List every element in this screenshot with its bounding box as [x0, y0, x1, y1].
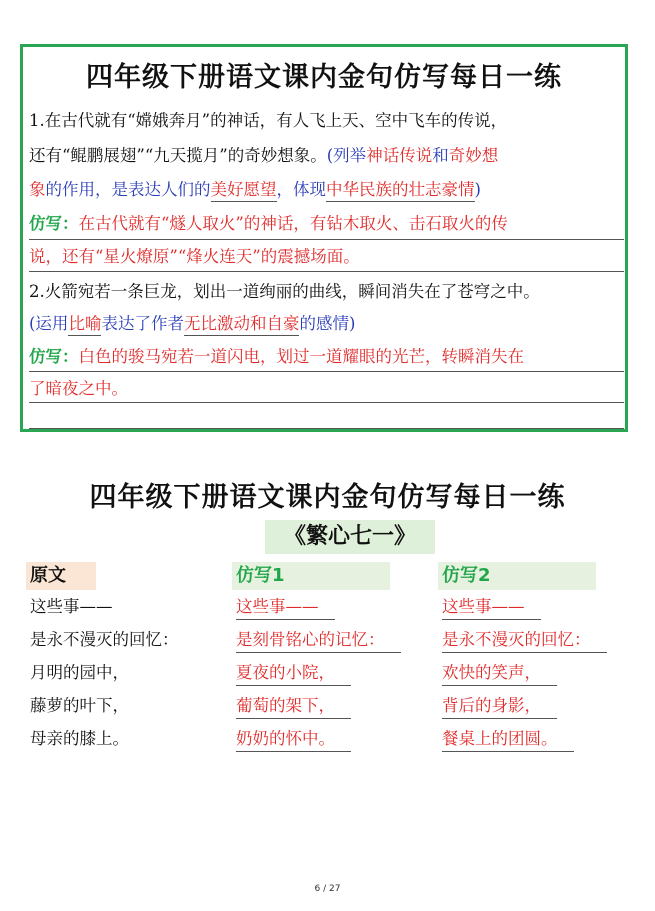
- annotation-text: (列举: [326, 146, 367, 165]
- imitation-2-text: 是永不漫灭的回忆：: [442, 630, 607, 653]
- annotation-text: 表达了作者: [101, 314, 184, 333]
- question-1-line-2: [29, 145, 624, 167]
- annotation-highlight: 象: [29, 180, 46, 199]
- imitation-1-line-1: [29, 213, 624, 235]
- imitation-2-line: [442, 728, 574, 750]
- imitation-2-line: [442, 695, 557, 717]
- column-header-imitation-1: 仿写1: [232, 562, 390, 590]
- original-line: 月明的园中，: [30, 663, 129, 682]
- imitation-1-line: [236, 662, 351, 684]
- annotation-highlight: 无比激动和自豪: [184, 314, 300, 336]
- imitation-2-line-1: [29, 346, 624, 368]
- imitation-1-text: 葡萄的架下，: [236, 696, 351, 719]
- column-header-imitation-2: 仿写2: [438, 562, 596, 590]
- imitation-1-text: 奶奶的怀中。: [236, 729, 351, 752]
- imitation-2-text: 餐桌上的团圆。: [442, 729, 574, 752]
- annotation-highlight: 比喻: [68, 314, 101, 336]
- imitation-1-text: 这些事——: [236, 597, 335, 620]
- imitation-text: 在古代就有“燧人取火”的神话，有钻木取火、击石取火的传: [78, 214, 508, 233]
- annotation-text: 的作用，是表达人们的: [45, 180, 211, 199]
- subtitle: 《繁心七一》: [265, 520, 435, 554]
- imitation-2-text: 欢快的笑声，: [442, 663, 557, 686]
- original-line: 藤萝的叶下，: [30, 696, 129, 715]
- imitation-2-text: 背后的身影，: [442, 696, 557, 719]
- imitation-2-line: [442, 662, 557, 684]
- page-title: 四年级下册语文课内金句仿写每日一练: [86, 62, 562, 93]
- imitation-1-line: [236, 728, 351, 750]
- question-2-line-1: 2.火箭宛若一条巨龙，划出一道绚丽的曲线，瞬间消失在了苍穹之中。: [29, 282, 540, 301]
- imitation-1-line-2: [29, 246, 624, 268]
- annotation-text: (运用: [29, 314, 69, 333]
- annotation-text: 的感情): [299, 314, 356, 333]
- answer-line: [29, 371, 624, 372]
- imitation-text: 白色的骏马宛若一道闪电，划过一道耀眼的光芒，转瞬消失在: [78, 347, 524, 366]
- original-line: 这些事——: [30, 597, 113, 616]
- question-1-line-3: [29, 179, 624, 201]
- imitation-1-line: [236, 629, 401, 651]
- column-header-original: 原文: [26, 562, 96, 590]
- exercise-box: [20, 44, 628, 432]
- annotation-text: ): [474, 180, 481, 199]
- imitation-1-text: 夏夜的小院，: [236, 663, 351, 686]
- imitation-2-text: 这些事——: [442, 597, 541, 620]
- page-number: 6 / 27: [314, 884, 341, 894]
- original-line: 是永不漫灭的回忆：: [30, 630, 179, 649]
- original-line: 母亲的膝上。: [30, 729, 129, 748]
- answer-line: [29, 271, 624, 272]
- imitation-label: 仿写：: [29, 347, 79, 366]
- imitation-text: 说，还有“星火燎原”“烽火连天”的震撼场面。: [29, 247, 360, 266]
- question-1-text: 还有“鲲鹏展翅”“九天揽月”的奇妙想象。: [29, 146, 327, 165]
- question-1-line-1: 1.在古代就有“嫦娥奔月”的神话，有人飞上天、空中飞车的传说，: [29, 111, 508, 130]
- imitation-1-line: [236, 695, 351, 717]
- imitation-label: 仿写：: [29, 214, 79, 233]
- answer-line: [29, 402, 624, 403]
- imitation-text: 了暗夜之中。: [29, 379, 128, 398]
- answer-line: [29, 428, 624, 429]
- imitation-1-text: 是刻骨铭心的记忆：: [236, 630, 401, 653]
- imitation-2-line-2: [29, 378, 624, 400]
- imitation-2-line: [442, 596, 541, 618]
- annotation-text: 和: [432, 146, 449, 165]
- annotation-highlight: 中华民族的壮志豪情: [326, 180, 475, 202]
- annotation-highlight: 美好愿望: [211, 180, 277, 202]
- imitation-2-line: [442, 629, 607, 651]
- imitation-1-line: [236, 596, 335, 618]
- annotation-highlight: 奇妙想: [448, 146, 499, 165]
- answer-line: [29, 239, 624, 240]
- section-title: 四年级下册语文课内金句仿写每日一练: [89, 482, 566, 513]
- annotation-text: ，体现: [276, 180, 326, 199]
- question-2-line-2: [29, 313, 624, 335]
- annotation-highlight: 神话传说: [366, 146, 433, 165]
